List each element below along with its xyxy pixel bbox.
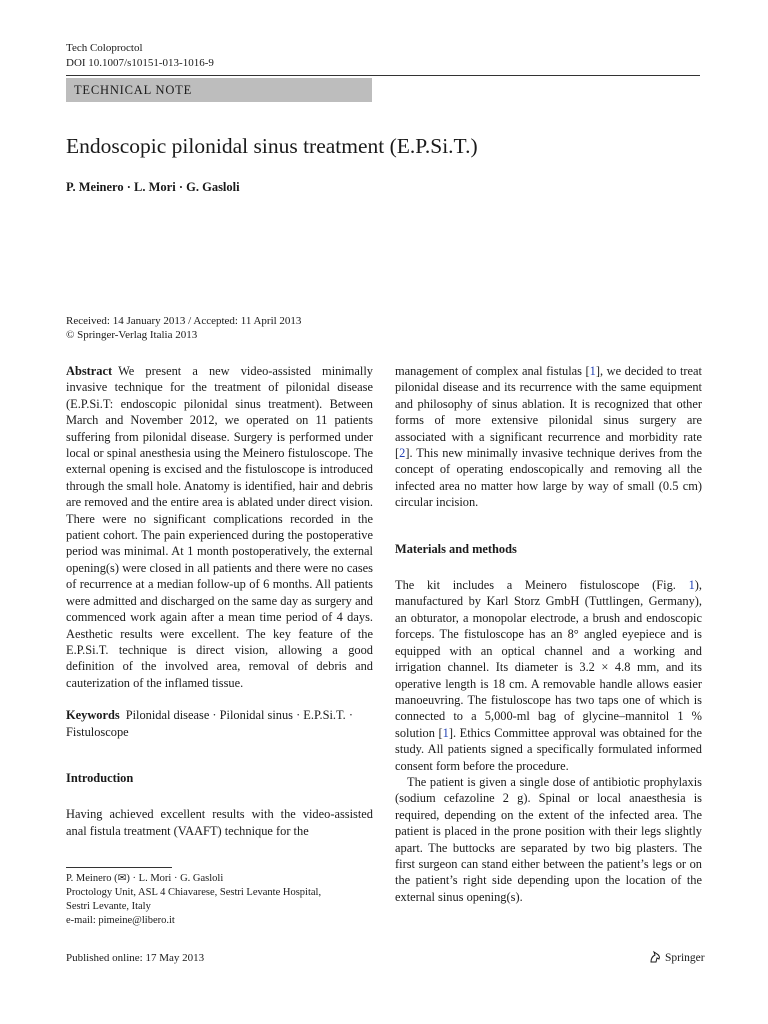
spacer (395, 557, 702, 577)
footnote-rule (66, 867, 172, 868)
citation-link-2[interactable]: 2 (399, 446, 406, 461)
keywords-text: Pilonidal disease · Pilonidal sinus · E.P.Si.T. · Fistuloscope (66, 708, 353, 739)
keywords-label: Keywords (66, 708, 120, 723)
publisher-logo (648, 950, 705, 964)
abstract-text: We present a new video-assisted minimally invasive technique for the treatment of pilonidal disease (E.P.Si.T: endoscopic pilonidal sinus treatment). Between March and November 2012, we operated on 11 patients suffering from pilonidal disease. Surgery is performed under local or spinal anesthesia using the Meinero fistuloscope. The external opening is excised and the fistuloscope is introduced through the small hole. Anatomy is identified, hair and debris are removed and the entire area is ablated under direct vision. There were no significant complications recorded in the patient cohort. The pain experienced during the postoperative period was minimal. At 1 month postoperatively, the external opening(s) were closed in all patients and there were no cases of recurrence at a median follow-up of 6 months. All patients were admitted and discharged on the same day as surgery and commenced work again after a mean time period of 4 days. Aesthetic results were excellent. The key feature of the E.P.Si.T. technique is direct vision, allowing a good definition of the involved area, removal of debris and cauterization of the inflamed tissue. (66, 364, 373, 690)
header-rule (66, 75, 700, 76)
spacer (66, 786, 373, 806)
abstract (66, 363, 373, 691)
author-list: P. Meinero · L. Mori · G. Gasloli (66, 180, 240, 194)
publisher-name: Springer (665, 952, 705, 964)
footnote-affiliation-1: Proctology Unit, ASL 4 Chiavarese, Sestri Levante Hospital, (66, 887, 322, 898)
introduction-text-left: Having achieved excellent results with the video-assisted anal fistula treatment (VAAFT) technique for the (66, 807, 373, 838)
article-title: Endoscopic pilonidal sinus treatment (E.P.Si.T.) (66, 134, 478, 158)
intro-seg-2: ], we decided to treat pilonidal disease and its recurrence with the same equipment and philosophy of sinus ablation. It is recognized that other forms of more extensive pilonidal sinus surgery are associated with a significant recurrence and morbidity rate [ (395, 364, 702, 461)
journal-header (66, 41, 214, 71)
introduction-heading: Introduction (66, 770, 134, 785)
citation-link-1[interactable]: 1 (589, 364, 596, 378)
author-footnote (66, 872, 373, 928)
spacer (66, 691, 373, 707)
methods-seg-2: ), manufactured by Karl Storz GmbH (Tuttlingen, Germany), an obturator, a monopolar electrode, a brush and endoscopic forceps. The fistuloscope has an 8° angled eyepiece and is equipped with an optical channel and a working and irrigation channel. Its diameter is 3.2 × 4.8 mm, and its operative length is 18 cm. A removable handle allows easier manoeuvring. The fistuloscope has two taps one of which is connected to a 5,000-ml bag of glycine–mannitol 1 % solution [ (395, 578, 702, 740)
figure-link-1[interactable]: 1 (688, 578, 695, 593)
methods-heading: Materials and methods (395, 541, 517, 556)
article-dates (66, 314, 301, 342)
footnote-authors: P. Meinero (✉) · L. Mori · G. Gasloli (66, 873, 224, 884)
left-column (66, 363, 373, 839)
methods-paragraph-2: The patient is given a single dose of antibiotic prophylaxis (sodium cefazoline 2 g). Spinal or local anaesthesia is required, depending on the extent of the infected area. The patient is placed in the prone position with their legs slightly apart. The buttocks are separated by two big plasters. The first surgeon can stand either between the patient’s legs or on the patient’s right side depending upon the location of the external sinus opening(s). (395, 774, 702, 904)
right-column (395, 363, 702, 905)
journal-name: Tech Coloproctol (66, 42, 143, 54)
keywords (66, 707, 373, 740)
methods-seg-1: The kit includes a Meinero fistuloscope (Fig. (395, 578, 689, 593)
published-date: Published online: 17 May 2013 (66, 952, 205, 964)
spacer (66, 740, 373, 770)
section-band: TECHNICAL NOTE (66, 78, 372, 102)
spacer (395, 511, 702, 541)
abstract-label: Abstract (66, 364, 113, 378)
methods-paragraph-1 (395, 577, 702, 774)
footnote-email[interactable]: e-mail: pimeine@libero.it (66, 915, 175, 926)
citation-link-1b[interactable]: 1 (442, 725, 449, 740)
intro-seg-1: management of complex anal fistulas [ (395, 364, 590, 378)
introduction-text-right (395, 363, 702, 511)
footnote-affiliation-2: Sestri Levante, Italy (66, 901, 151, 912)
methods-seg-3: ]. Ethics Committee approval was obtained for the study. All patients signed a specifically formulated informed consent form before the procedure. (395, 725, 703, 773)
doi[interactable]: DOI 10.1007/s10151-013-1016-9 (66, 57, 214, 69)
copyright: © Springer-Verlag Italia 2013 (66, 329, 198, 341)
received-accepted: Received: 14 January 2013 / Accepted: 11 April 2013 (66, 315, 302, 327)
springer-horse-icon (648, 950, 662, 964)
intro-seg-3: ]. This new minimally invasive technique derives from the concept of operating endoscopically and removing all the infected area no matter how large by way of small (0.5 cm) circular incision. (395, 446, 702, 510)
